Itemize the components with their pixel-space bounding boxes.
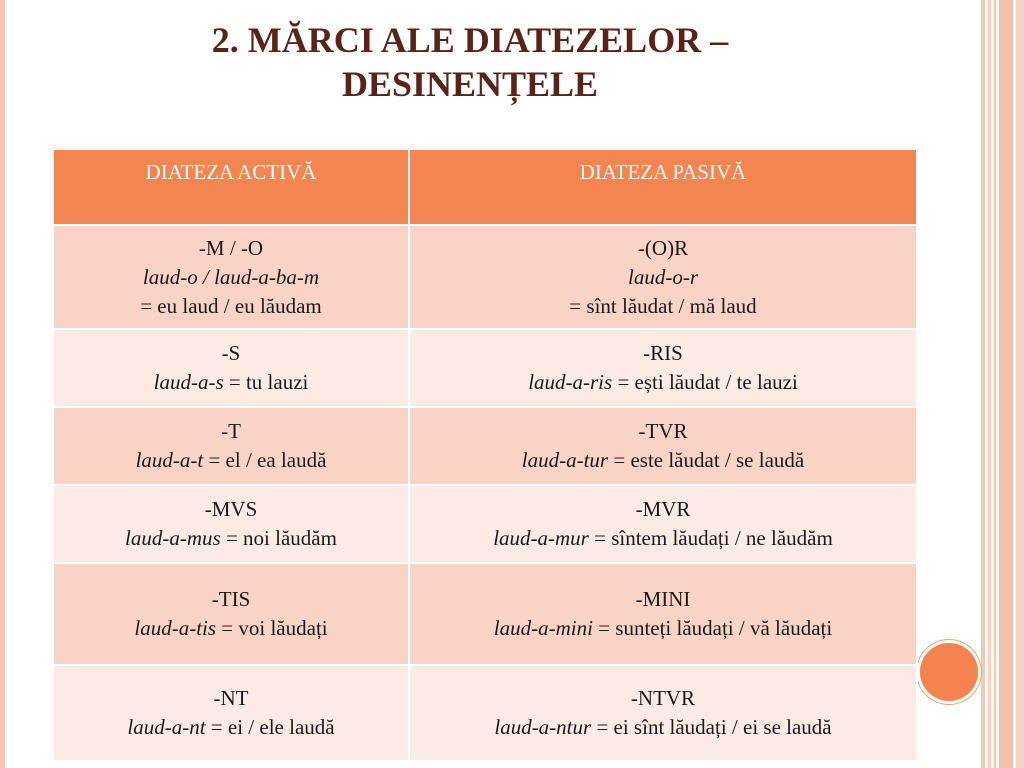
table-row bbox=[53, 665, 917, 761]
accent-circle bbox=[917, 640, 981, 704]
example-form: laud-a-t bbox=[135, 448, 204, 472]
example-form: laud-a-mus bbox=[125, 526, 221, 550]
passive-cell bbox=[409, 665, 917, 761]
header-passive-voice: DIATEZA PASIVĂ bbox=[409, 149, 917, 225]
ending-mark: -RIS bbox=[643, 341, 683, 365]
example-form: laud-a-mini bbox=[493, 616, 593, 640]
decor-stripe bbox=[999, 0, 1013, 768]
slide-title-line1: 2. MĂRCI ALE DIATEZELOR – bbox=[211, 20, 729, 60]
active-cell bbox=[53, 563, 409, 665]
example-form: laud-a-ris bbox=[528, 370, 613, 394]
header-active-voice: DIATEZA ACTIVĂ bbox=[53, 149, 409, 225]
active-cell bbox=[53, 665, 409, 761]
translation: = ești lăudat / te lauzi bbox=[612, 370, 798, 394]
table-header-row bbox=[53, 149, 917, 225]
translation: = sînt lăudat / mă laud bbox=[569, 293, 757, 318]
translation: = eu laud / eu lăudam bbox=[140, 293, 322, 318]
slide-title bbox=[60, 18, 880, 106]
translation: = ei sînt lăudați / ei se laudă bbox=[591, 715, 832, 739]
decor-stripe bbox=[1016, 0, 1024, 768]
ending-mark: -NTVR bbox=[630, 686, 696, 710]
passive-cell bbox=[409, 407, 917, 485]
active-cell bbox=[53, 407, 409, 485]
ending-mark: -NT bbox=[213, 686, 249, 710]
ending-mark: -MVS bbox=[204, 497, 258, 521]
table-row bbox=[53, 407, 917, 485]
example-form: laud-o-r bbox=[628, 264, 698, 289]
passive-cell bbox=[409, 225, 917, 329]
translation: = noi lăudăm bbox=[220, 526, 337, 550]
table-row bbox=[53, 485, 917, 563]
example-form: laud-a-tur bbox=[521, 448, 609, 472]
passive-cell bbox=[409, 329, 917, 407]
ending-mark: -T bbox=[221, 419, 241, 443]
ending-mark: -S bbox=[221, 341, 241, 365]
passive-cell bbox=[409, 485, 917, 563]
active-cell bbox=[53, 225, 409, 329]
translation: = tu lauzi bbox=[223, 370, 309, 394]
desinence-table bbox=[52, 148, 918, 762]
slide-title-line2: DESINENȚELE bbox=[341, 64, 599, 104]
translation: = sîntem lăudați / ne lăudăm bbox=[588, 526, 833, 550]
decor-stripe bbox=[988, 0, 991, 768]
decor-stripe bbox=[994, 0, 996, 768]
ending-mark: -TIS bbox=[211, 587, 251, 611]
example-form: laud-a-s bbox=[153, 370, 224, 394]
active-cell bbox=[53, 485, 409, 563]
translation: = ei / ele laudă bbox=[205, 715, 335, 739]
active-cell bbox=[53, 329, 409, 407]
example-form: laud-o / laud-a-ba-m bbox=[142, 264, 320, 289]
translation: = sunteți lăudați / vă lăudați bbox=[592, 616, 833, 640]
translation: = este lăudat / se laudă bbox=[608, 448, 805, 472]
example-form: laud-a-ntur bbox=[494, 715, 592, 739]
table-row bbox=[53, 329, 917, 407]
ending-mark: -MINI bbox=[635, 587, 691, 611]
example-form: laud-a-mur bbox=[493, 526, 589, 550]
example-form: laud-a-tis bbox=[134, 616, 217, 640]
ending-mark: -(O)R bbox=[637, 235, 689, 260]
translation: = voi lăudați bbox=[216, 616, 328, 640]
ending-mark: -M / -O bbox=[198, 235, 264, 260]
table-row bbox=[53, 225, 917, 329]
example-form: laud-a-nt bbox=[127, 715, 206, 739]
translation: = el / ea laudă bbox=[203, 448, 327, 472]
ending-mark: -MVR bbox=[635, 497, 691, 521]
table-row bbox=[53, 563, 917, 665]
passive-cell bbox=[409, 563, 917, 665]
ending-mark: -TVR bbox=[638, 419, 688, 443]
decor-stripe bbox=[981, 0, 985, 768]
slide-left-border bbox=[0, 0, 5, 768]
